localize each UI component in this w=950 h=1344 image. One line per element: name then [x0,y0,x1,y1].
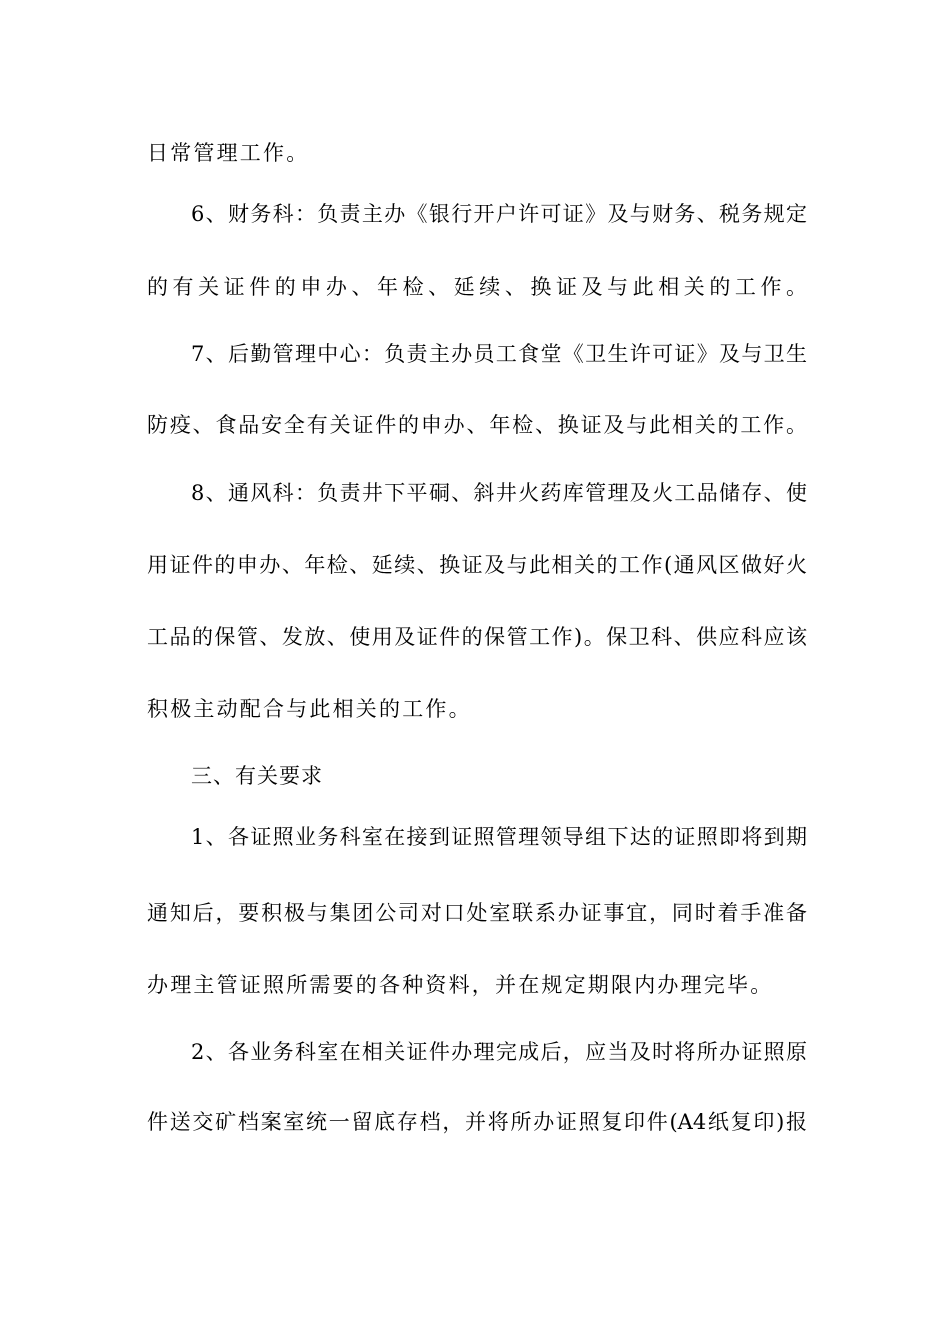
paragraph-line: 防疫、食品安全有关证件的申办、年检、换证及与此相关的工作。 [147,413,807,437]
paragraph-line: 1、各证照业务科室在接到证照管理领导组下达的证照即将到期 [191,825,807,849]
paragraph-line: 办理主管证照所需要的各种资料，并在规定期限内办理完毕。 [147,973,774,997]
paragraph-line: 积极主动配合与此相关的工作。 [147,697,472,721]
paragraph-line: 用证件的申办、年检、延续、换证及与此相关的工作(通风区做好火 [147,553,807,577]
paragraph-line: 工品的保管、发放、使用及证件的保管工作)。保卫科、供应科应该 [147,625,807,649]
paragraph-line: 件送交矿档案室统一留底存档，并将所办证照复印件(A4纸复印)报 [147,1110,807,1134]
paragraph-line: 的有关证件的申办、年检、延续、换证及与此相关的工作。 [147,275,807,299]
section-heading: 三、有关要求 [191,764,323,788]
paragraph-line: 7、后勤管理中心：负责主办员工食堂《卫生许可证》及与卫生 [191,342,807,366]
paragraph-line: 6、财务科：负责主办《银行开户许可证》及与财务、税务规定 [191,202,807,226]
paragraph-line: 通知后，要积极与集团公司对口处室联系办证事宜，同时着手准备 [147,901,807,925]
paragraph-line: 8、通风科：负责井下平硐、斜井火药库管理及火工品储存、使 [191,481,807,505]
paragraph-line: 2、各业务科室在相关证件办理完成后，应当及时将所办证照原 [191,1040,807,1064]
paragraph-line: 日常管理工作。 [147,141,310,165]
